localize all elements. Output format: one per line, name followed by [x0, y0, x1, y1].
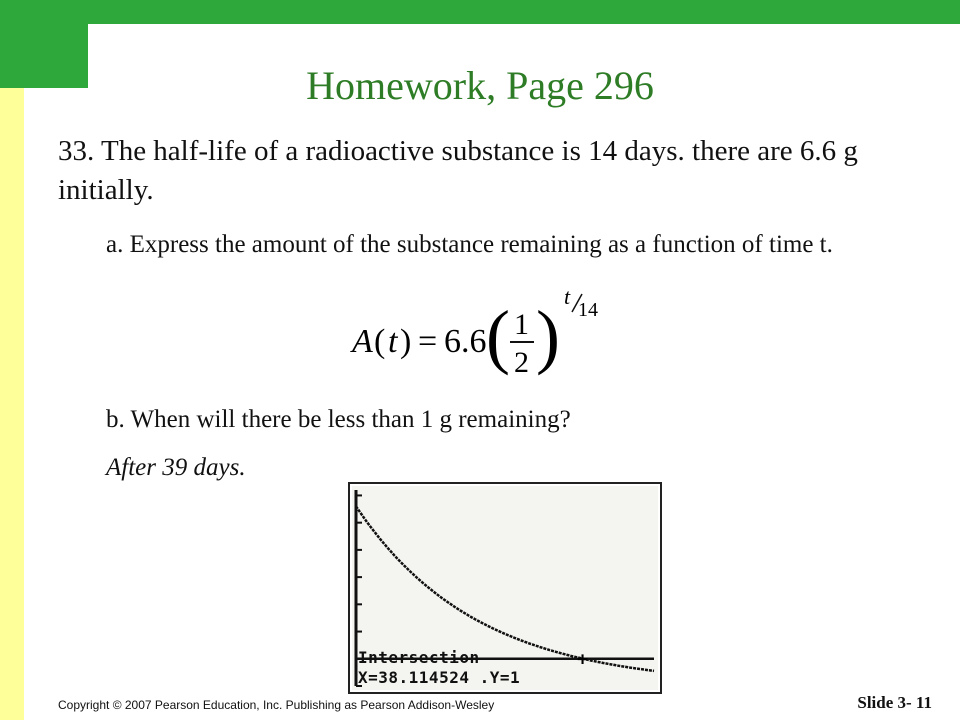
calculator-intersection-label: Intersection [358, 648, 480, 667]
formula-big-lparen: ( [486, 296, 510, 376]
formula-big-rparen: ) [536, 296, 560, 376]
calculator-readout: X=38.114524 .Y=1 [358, 668, 521, 687]
formula-base-denominator: 2 [514, 346, 529, 379]
calculator-decay-curve [356, 506, 654, 671]
formula-coefficient: 6.6 [444, 323, 487, 360]
formula-rparen: ) [400, 323, 412, 360]
top-accent-bar [0, 0, 960, 24]
slide-title: Homework, Page 296 [306, 63, 654, 108]
formula-equals: = [418, 323, 438, 360]
formula-exp-numerator: t [564, 290, 571, 309]
calculator-intersection-cursor: + [577, 648, 589, 670]
part-b-question: b. When will there be less than 1 g remaining? [106, 406, 571, 433]
formula-lhs: A [352, 323, 373, 360]
formula-lparen: ( [374, 323, 386, 360]
formula-exp-denominator: 14 [578, 299, 598, 321]
formula-arg: t [388, 323, 398, 360]
formula [350, 290, 610, 380]
formula-base-numerator: 1 [514, 308, 529, 341]
slide-number: Slide 3- 11 [857, 693, 932, 712]
answer-text: After 39 days. [106, 454, 246, 481]
problem-statement: 33. The half-life of a radioactive substance is 14 days. there are 6.6 g initially. [58, 135, 858, 207]
copyright-footer: Copyright © 2007 Pearson Education, Inc. Publishing as Pearson Addison-Wesley [58, 698, 495, 712]
part-a-question: a. Express the amount of the substance remaining as a function of time t. [106, 231, 833, 258]
